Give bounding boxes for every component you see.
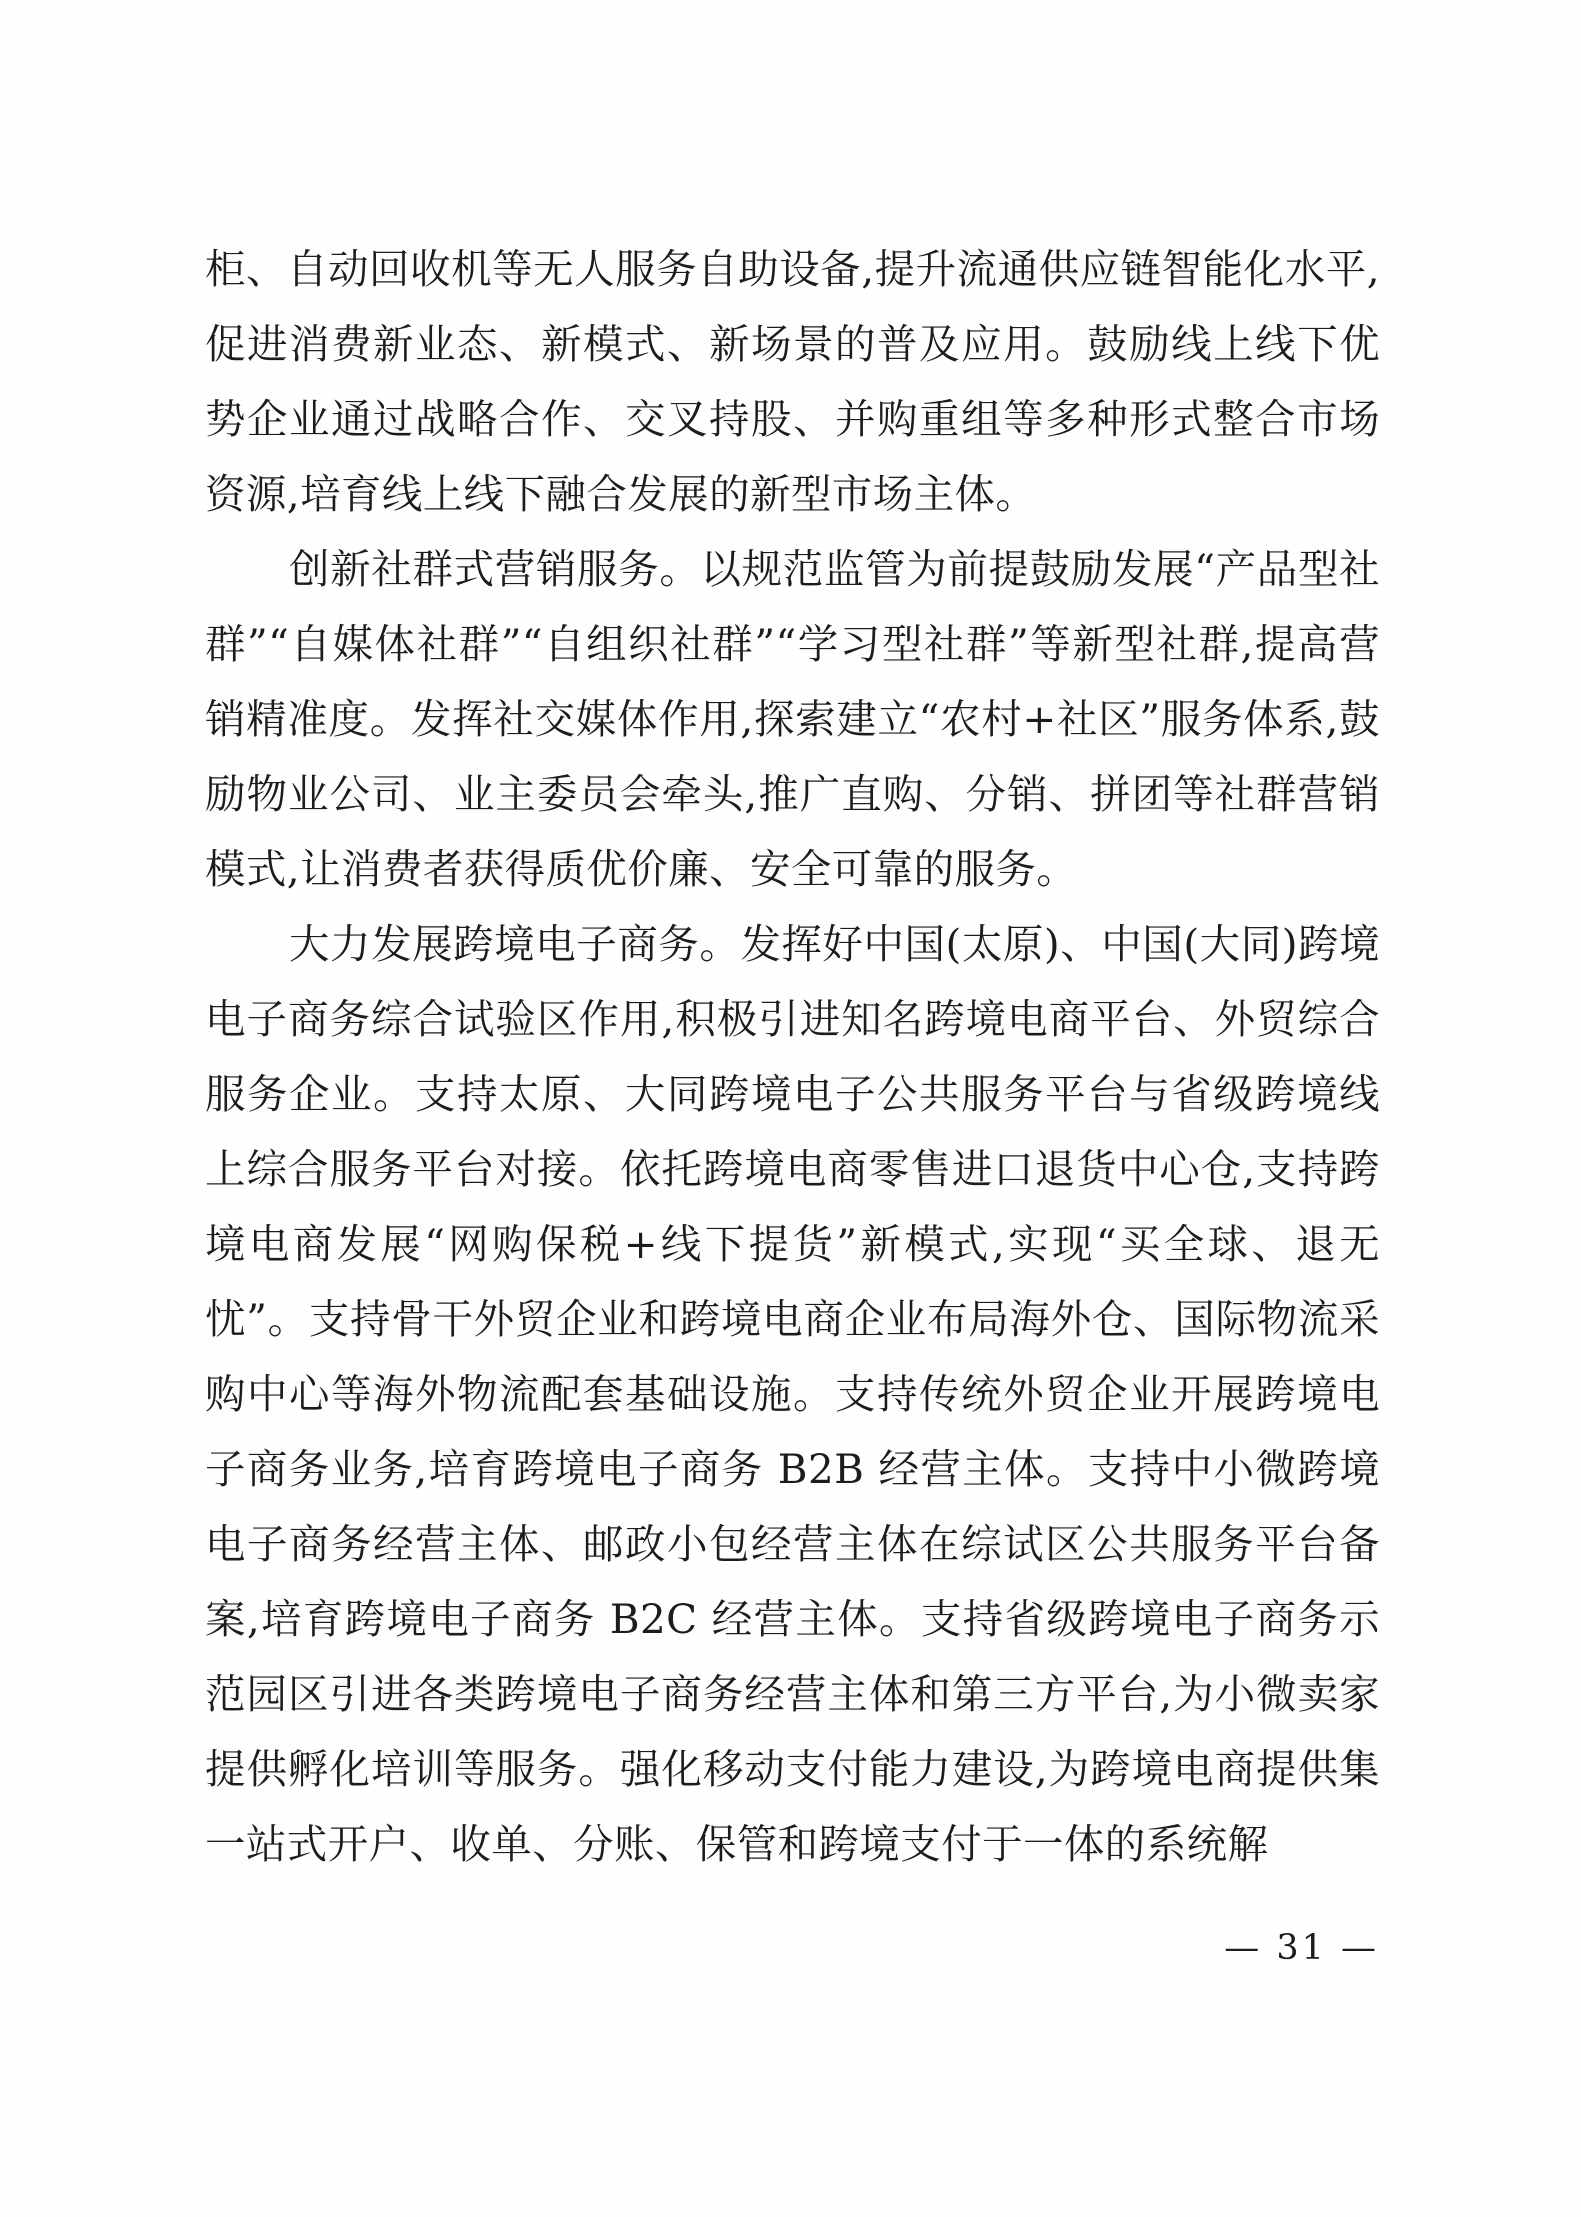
- page-number: — 31 —: [1224, 1928, 1379, 1968]
- page-body: [205, 232, 1380, 1882]
- paragraph-community-marketing: 创新社群式营销服务。以规范监管为前提鼓励发展“产品型社群”“自媒体社群”“自组织社群”“学习型社群”等新型社群,提高营销精准度。发挥社交媒体作用,探索建立“农村+社区”服务体系,鼓励物业公司、业主委员会牵头,推广直购、分销、拼团等社群营销模式,让消费者获得质优价廉、安全可靠的服务。: [205, 545, 1380, 893]
- paragraph-cross-border-ecommerce: 大力发展跨境电子商务。发挥好中国(太原)、中国(大同)跨境电子商务综合试验区作用,积极引进知名跨境电商平台、外贸综合服务企业。支持太原、大同跨境电子公共服务平台与省级跨境线上综合服务平台对接。依托跨境电商零售进口退货中心仓,支持跨境电商发展“网购保税+线下提货”新模式,实现“买全球、退无忧”。支持骨干外贸企业和跨境电商企业布局海外仓、国际物流采购中心等海外物流配套基础设施。支持传统外贸企业开展跨境电子商务业务,培育跨境电子商务 B2B 经营主体。支持中小微跨境电子商务经营主体、邮政小包经营主体在综试区公共服务平台备案,培育跨境电子商务 B2C 经营主体。支持省级跨境电子商务示范园区引进各类跨境电子商务经营主体和第三方平台,为小微卖家提供孵化培训等服务。强化移动支付能力建设,为跨境电商提供集一站式开户、收单、分账、保管和跨境支付于一体的系统解: [205, 920, 1380, 1868]
- paragraph-continued: 柜、自动回收机等无人服务自助设备,提升流通供应链智能化水平,促进消费新业态、新模式、新场景的普及应用。鼓励线上线下优势企业通过战略合作、交叉持股、并购重组等多种形式整合市场资源,培育线上线下融合发展的新型市场主体。: [205, 245, 1380, 518]
